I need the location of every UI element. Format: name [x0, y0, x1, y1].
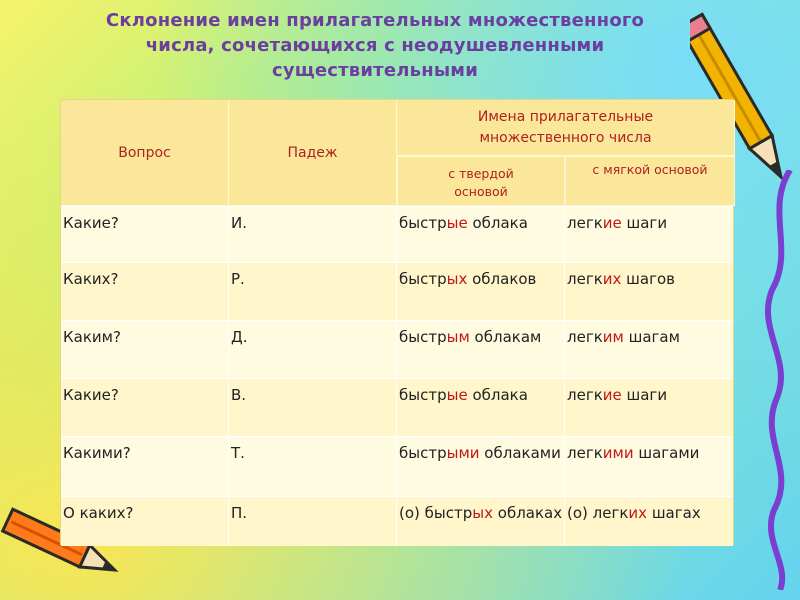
question-cell: Какие?	[61, 207, 229, 262]
hard-stem-text: быстр	[399, 328, 447, 346]
hard-stem-text: быстр	[399, 386, 447, 404]
title-line-2: числа, сочетающихся с неодушевленными	[145, 35, 605, 56]
soft-stem-text: легк	[567, 328, 603, 346]
header-adjectives-line1: Имена прилагательные	[477, 108, 654, 125]
hard-stem-cell	[397, 437, 565, 496]
hard-pre-text: (о)	[399, 504, 425, 522]
hard-stem-text: быстр	[399, 214, 447, 232]
table-row	[61, 378, 733, 436]
hard-stem-text: быстр	[424, 504, 473, 522]
soft-stem-text: легк	[567, 386, 603, 404]
table-row	[61, 320, 733, 378]
hard-stem-cell	[397, 207, 565, 262]
declension-table	[60, 99, 734, 545]
title-line-1: Склонение имен прилагательных множественного	[105, 10, 645, 31]
hard-post-text: облаками	[479, 444, 561, 462]
soft-end-text: их	[628, 504, 648, 522]
case-cell: Р.	[229, 263, 397, 320]
page-title	[70, 8, 680, 83]
header-hard-line2: основой	[454, 184, 508, 199]
question-cell: Каким?	[61, 321, 229, 378]
soft-post-text: шагами	[633, 444, 700, 462]
header-adjectives	[397, 100, 735, 156]
header-soft-stem: с мягкой основой	[565, 156, 735, 206]
hard-post-text: облака	[467, 214, 528, 232]
soft-stem-cell	[565, 497, 735, 546]
hard-end-text: ыми	[446, 444, 480, 462]
hard-stem-cell	[397, 379, 565, 436]
soft-post-text: шагам	[623, 328, 680, 346]
soft-stem-text: легк	[567, 444, 603, 462]
soft-pre-text: (о)	[567, 504, 593, 522]
question-cell: Какими?	[61, 437, 229, 496]
case-cell: Т.	[229, 437, 397, 496]
hard-post-text: облакам	[469, 328, 542, 346]
table-row	[61, 436, 733, 496]
header-case: Падеж	[229, 100, 397, 206]
soft-end-text: ие	[602, 386, 622, 404]
soft-post-text: шагов	[621, 270, 675, 288]
soft-end-text: ие	[602, 214, 622, 232]
question-cell: О каких?	[61, 497, 229, 546]
title-line-3: существительными	[271, 60, 479, 81]
soft-end-text: их	[602, 270, 622, 288]
hard-post-text: облаках	[493, 504, 563, 522]
soft-stem-text: легк	[567, 270, 603, 288]
soft-stem-cell	[565, 437, 735, 496]
hard-stem-text: быстр	[399, 270, 447, 288]
case-cell: И.	[229, 207, 397, 262]
soft-post-text: шагах	[647, 504, 701, 522]
question-cell: Каких?	[61, 263, 229, 320]
soft-end-text: им	[602, 328, 624, 346]
hard-end-text: ые	[446, 214, 468, 232]
soft-stem-text: легк	[592, 504, 629, 522]
soft-stem-cell	[565, 263, 735, 320]
hard-end-text: ым	[446, 328, 470, 346]
hard-end-text: ых	[446, 270, 468, 288]
soft-end-text: ими	[602, 444, 634, 462]
header-question: Вопрос	[61, 100, 229, 206]
hard-end-text: ых	[472, 504, 493, 522]
case-cell: В.	[229, 379, 397, 436]
hard-post-text: облаков	[467, 270, 537, 288]
soft-stem-cell	[565, 379, 735, 436]
table-row	[61, 206, 733, 262]
header-hard-stem	[397, 156, 565, 206]
case-cell: П.	[229, 497, 397, 546]
soft-post-text: шаги	[621, 214, 668, 232]
hard-stem-text: быстр	[399, 444, 447, 462]
soft-stem-text: легк	[567, 214, 603, 232]
ribbon-icon	[760, 170, 800, 590]
table-row	[61, 496, 733, 546]
hard-post-text: облака	[467, 386, 528, 404]
soft-stem-cell	[565, 207, 735, 262]
table-row	[61, 262, 733, 320]
hard-stem-cell	[397, 263, 565, 320]
case-cell: Д.	[229, 321, 397, 378]
header-hard-line1: с твердой	[448, 166, 514, 181]
header-adjectives-line2: множественного числа	[479, 129, 652, 146]
hard-stem-cell	[397, 321, 565, 378]
soft-stem-cell	[565, 321, 735, 378]
hard-stem-cell	[397, 497, 565, 546]
hard-end-text: ые	[446, 386, 468, 404]
question-cell: Какие?	[61, 379, 229, 436]
soft-post-text: шаги	[621, 386, 668, 404]
